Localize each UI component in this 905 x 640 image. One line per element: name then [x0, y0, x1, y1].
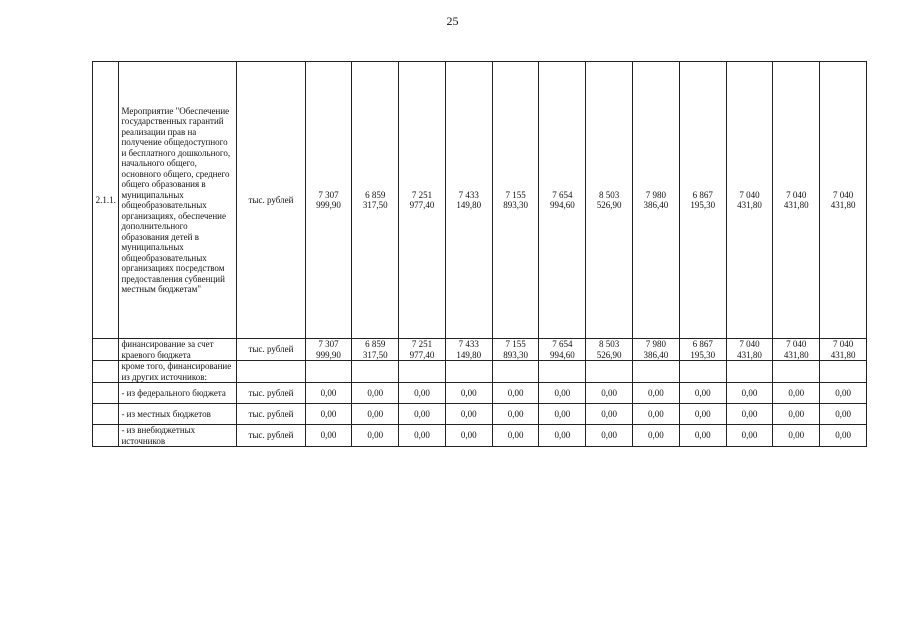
value-cell: 0,00: [679, 425, 726, 447]
value-cell: 0,00: [633, 425, 680, 447]
value-cell: 6 867 195,30: [679, 339, 726, 361]
value-cell: 7 155 893,30: [492, 62, 539, 339]
table-row: [93, 425, 867, 447]
value-cell: 7 040 431,80: [726, 339, 773, 361]
row-unit: тыс. рублей: [237, 404, 305, 425]
value-cell: 0,00: [820, 404, 867, 425]
value-cell: 0,00: [399, 425, 446, 447]
value-cell: [399, 361, 446, 383]
value-cell: 0,00: [539, 383, 586, 404]
row-code: [93, 404, 119, 425]
row-unit: [237, 361, 305, 383]
row-name: финансирование за счет краевого бюджета: [119, 339, 237, 361]
table-row: [93, 339, 867, 361]
value-cell: 7 980 386,40: [633, 339, 680, 361]
row-name: - из местных бюджетов: [119, 404, 237, 425]
value-cell: 7 251 977,40: [399, 62, 446, 339]
value-cell: 0,00: [305, 425, 352, 447]
value-cell: [492, 361, 539, 383]
row-name: кроме того, финансирование из других источников:: [119, 361, 237, 383]
value-cell: 0,00: [679, 383, 726, 404]
row-code: [93, 383, 119, 404]
value-cell: 7 040 431,80: [820, 62, 867, 339]
row-name: Мероприятие "Обеспечение государственных гарантий реализации прав на получение общедоступного и бесплатного дошкольного, начального общего, основного общего, среднего общего образования в муниципальных общеобразовательных организациях, обеспечение дополнительного образования детей в муниципальных общеобразовательных организациях посредством предоставления субвенций местным бюджетам": [119, 62, 237, 339]
row-unit: тыс. рублей: [237, 62, 305, 339]
value-cell: [726, 361, 773, 383]
value-cell: 7 251 977,40: [399, 339, 446, 361]
table-row: [93, 383, 867, 404]
value-cell: 0,00: [773, 425, 820, 447]
value-cell: 7 040 431,80: [773, 339, 820, 361]
value-cell: 0,00: [399, 383, 446, 404]
value-cell: 0,00: [773, 383, 820, 404]
value-cell: 0,00: [305, 383, 352, 404]
value-cell: 0,00: [352, 404, 399, 425]
value-cell: 0,00: [492, 425, 539, 447]
value-cell: 6 867 195,30: [679, 62, 726, 339]
row-code: 2.1.1.: [93, 62, 119, 339]
row-name: - из федерального бюджета: [119, 383, 237, 404]
value-cell: 0,00: [352, 425, 399, 447]
value-cell: 0,00: [726, 404, 773, 425]
value-cell: 8 503 526,90: [586, 339, 633, 361]
value-cell: 0,00: [633, 404, 680, 425]
table-row: [93, 404, 867, 425]
value-cell: 0,00: [539, 425, 586, 447]
value-cell: 0,00: [352, 383, 399, 404]
value-cell: [305, 361, 352, 383]
value-cell: 0,00: [399, 404, 446, 425]
value-cell: 7 307 999,90: [305, 339, 352, 361]
value-cell: 7 155 893,30: [492, 339, 539, 361]
value-cell: 0,00: [726, 383, 773, 404]
value-cell: [539, 361, 586, 383]
value-cell: 0,00: [633, 383, 680, 404]
value-cell: [633, 361, 680, 383]
value-cell: 7 040 431,80: [820, 339, 867, 361]
value-cell: 7 040 431,80: [726, 62, 773, 339]
value-cell: [820, 361, 867, 383]
row-code: [93, 425, 119, 447]
value-cell: 0,00: [586, 425, 633, 447]
value-cell: 8 503 526,90: [586, 62, 633, 339]
value-cell: 0,00: [492, 383, 539, 404]
value-cell: 7 654 994,60: [539, 62, 586, 339]
value-cell: 0,00: [539, 404, 586, 425]
row-code: [93, 339, 119, 361]
table-row: [93, 361, 867, 383]
value-cell: [352, 361, 399, 383]
value-cell: 7 307 999,90: [305, 62, 352, 339]
value-cell: 0,00: [445, 425, 492, 447]
value-cell: 7 040 431,80: [773, 62, 820, 339]
value-cell: 0,00: [445, 404, 492, 425]
value-cell: 7 433 149,80: [445, 339, 492, 361]
value-cell: 0,00: [726, 425, 773, 447]
value-cell: 0,00: [586, 383, 633, 404]
value-cell: 7 980 386,40: [633, 62, 680, 339]
value-cell: [679, 361, 726, 383]
row-unit: тыс. рублей: [237, 339, 305, 361]
row-unit: тыс. рублей: [237, 383, 305, 404]
value-cell: [586, 361, 633, 383]
value-cell: 0,00: [586, 404, 633, 425]
value-cell: 0,00: [820, 425, 867, 447]
row-unit: тыс. рублей: [237, 425, 305, 447]
value-cell: 7 433 149,80: [445, 62, 492, 339]
value-cell: 0,00: [679, 404, 726, 425]
value-cell: 6 859 317,50: [352, 62, 399, 339]
row-name: - из внебюджетных источников: [119, 425, 237, 447]
value-cell: [773, 361, 820, 383]
value-cell: 7 654 994,60: [539, 339, 586, 361]
value-cell: 0,00: [445, 383, 492, 404]
table-row: [93, 62, 867, 339]
value-cell: [445, 361, 492, 383]
row-code: [93, 361, 119, 383]
value-cell: 6 859 317,50: [352, 339, 399, 361]
value-cell: 0,00: [492, 404, 539, 425]
value-cell: 0,00: [820, 383, 867, 404]
value-cell: 0,00: [305, 404, 352, 425]
page-number: 25: [446, 14, 459, 28]
value-cell: 0,00: [773, 404, 820, 425]
budget-table: [92, 61, 867, 447]
